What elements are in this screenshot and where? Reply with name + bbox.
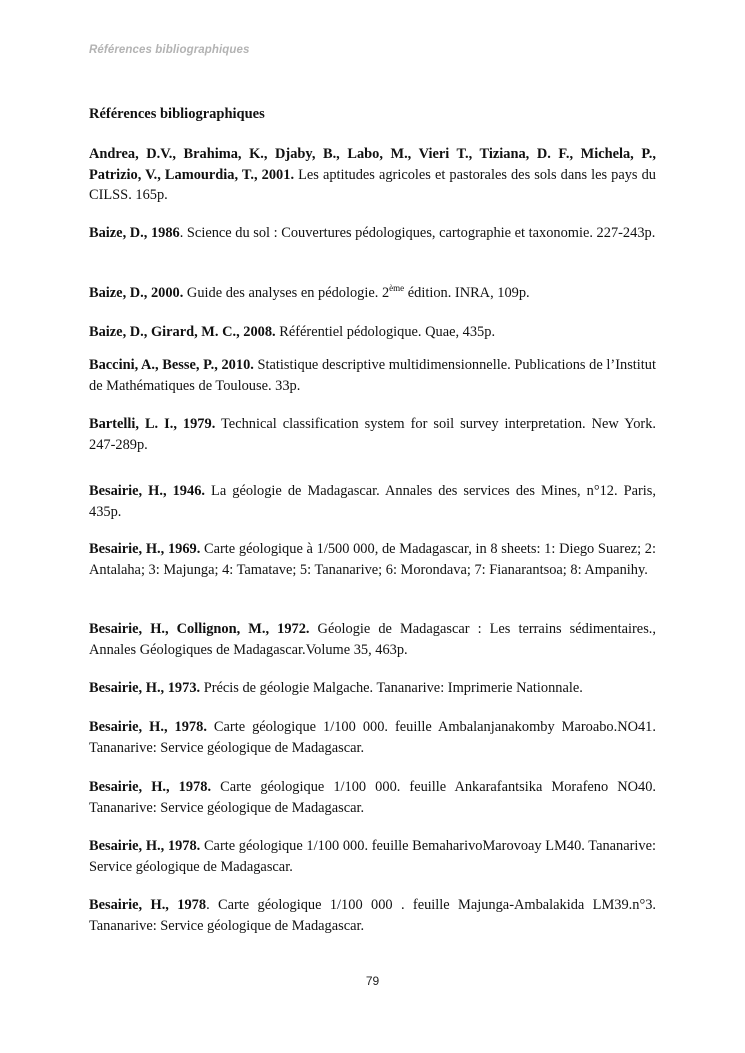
reference-item bbox=[89, 481, 656, 522]
reference-text: . Carte géologique 1/100 000 . feuille Majunga-Ambalakida LM39.n°3. Tananarive: Service géologique de Madagascar. bbox=[89, 897, 656, 934]
reference-text: Technical classification system for soil survey interpretation. New York. 247-289p. bbox=[89, 416, 656, 453]
reference-text: Référentiel pédologique. Quae, 435p. bbox=[275, 324, 496, 340]
reference-item bbox=[89, 777, 656, 818]
running-header: Références bibliographiques bbox=[89, 44, 250, 56]
reference-text: . Science du sol : Couvertures pédologiques, cartographie et taxonomie. 227-243p. bbox=[179, 225, 656, 241]
reference-text: Précis de géologie Malgache. Tananarive: Imprimerie Nationnale. bbox=[200, 680, 583, 696]
reference-author: Besairie, H., 1973. bbox=[89, 680, 201, 696]
reference-item bbox=[89, 836, 656, 877]
page-number: 79 bbox=[365, 974, 380, 988]
reference-author: Baize, D., 1986 bbox=[89, 225, 180, 241]
reference-item bbox=[89, 355, 656, 396]
reference-author: Andrea, D.V., Brahima, K., Djaby, B., Labo, M., Vieri T., Tiziana, D. F., Michela, P., Patrizio, V., Lamourdia, T., 2001. bbox=[89, 146, 656, 183]
reference-superscript: ème bbox=[389, 283, 405, 293]
reference-author: Besairie, H., 1978. bbox=[89, 779, 212, 795]
reference-text: Carte géologique à 1/500 000, de Madagascar, in 8 sheets: 1: Diego Suarez; 2: Antalaha; 3: Majunga; 4: Tamatave; 5: Tananarive; 6: Morondava; 7: Fianarantsoa; 8: Ampanihy. bbox=[89, 541, 656, 578]
reference-text-after: édition. INRA, 109p. bbox=[404, 285, 530, 301]
reference-text: Guide des analyses en pédologie. 2 bbox=[183, 285, 390, 301]
reference-item bbox=[89, 144, 656, 206]
reference-author: Bartelli, L. I., 1979. bbox=[89, 416, 216, 432]
reference-item bbox=[89, 283, 656, 304]
reference-text: Carte géologique 1/100 000. feuille Ambalanjanakomby Maroabo.NO41. Tananarive: Service géologique de Madagascar. bbox=[89, 719, 656, 756]
reference-author: Besairie, H., Collignon, M., 1972. bbox=[89, 621, 310, 637]
reference-item bbox=[89, 539, 656, 580]
reference-author: Besairie, H., 1978 bbox=[89, 897, 207, 913]
reference-item bbox=[89, 678, 656, 699]
reference-text: Statistique descriptive multidimensionnelle. Publications de l’Institut de Mathématiques de Toulouse. 33p. bbox=[89, 357, 656, 394]
reference-item bbox=[89, 895, 656, 936]
reference-author: Baize, D., Girard, M. C., 2008. bbox=[89, 324, 276, 340]
reference-author: Besairie, H., 1978. bbox=[89, 838, 201, 854]
reference-item bbox=[89, 619, 656, 660]
reference-item bbox=[89, 414, 656, 455]
section-title: Références bibliographiques bbox=[89, 106, 265, 122]
reference-author: Besairie, H., 1969. bbox=[89, 541, 201, 557]
reference-item bbox=[89, 322, 656, 343]
reference-text: La géologie de Madagascar. Annales des services des Mines, n°12. Paris, 435p. bbox=[89, 483, 656, 520]
reference-text: Les aptitudes agricoles et pastorales des sols dans les pays du CILSS. 165p. bbox=[89, 166, 656, 203]
reference-item bbox=[89, 717, 656, 758]
reference-text: Carte géologique 1/100 000. feuille Ankarafantsika Morafeno NO40. Tananarive: Service géologique de Madagascar. bbox=[89, 779, 656, 816]
reference-author: Besairie, H., 1946. bbox=[89, 483, 205, 499]
reference-item bbox=[89, 223, 656, 244]
reference-author: Besairie, H., 1978. bbox=[89, 719, 207, 735]
reference-author: Baize, D., 2000. bbox=[89, 285, 184, 301]
reference-author: Baccini, A., Besse, P., 2010. bbox=[89, 357, 254, 373]
reference-text: Carte géologique 1/100 000. feuille BemaharivoMarovoay LM40. Tananarive: Service géologique de Madagascar. bbox=[89, 838, 656, 875]
reference-text: Géologie de Madagascar : Les terrains sédimentaires., Annales Géologiques de Madagascar.Volume 35, 463p. bbox=[89, 621, 656, 658]
